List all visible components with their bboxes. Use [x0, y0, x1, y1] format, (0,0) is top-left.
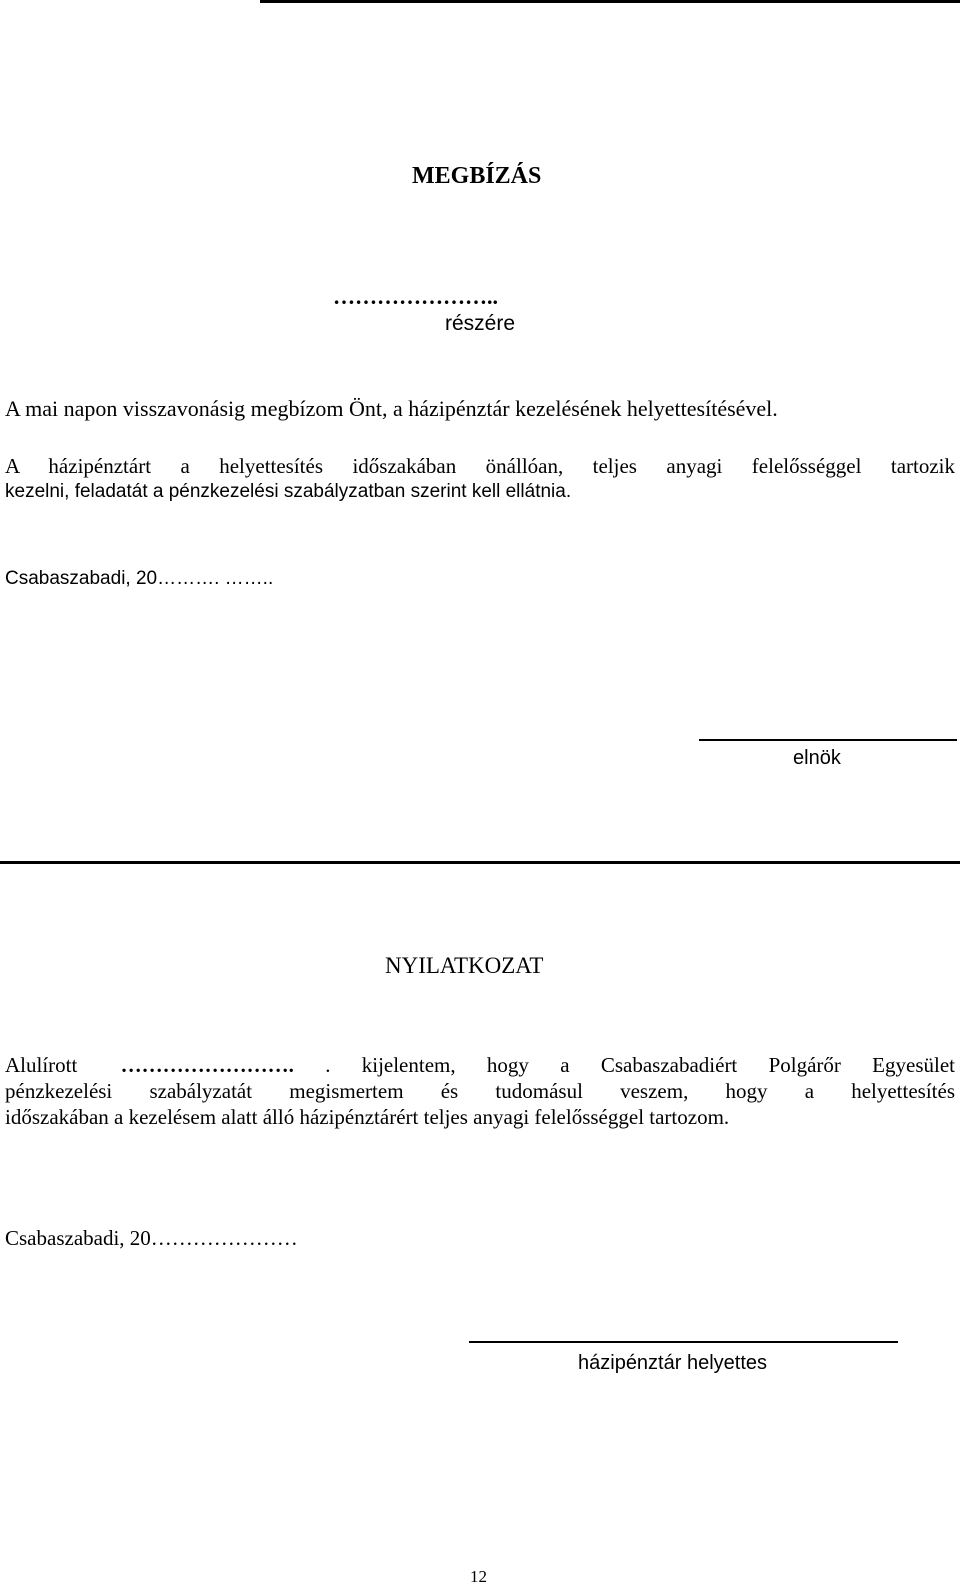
megbizas-title: MEGBÍZÁS: [412, 163, 542, 189]
helyettes-signature-line: [469, 1341, 898, 1343]
name-placeholder: ……………………: [120, 1053, 289, 1077]
recipient-placeholder: …………………..: [333, 284, 498, 309]
nyilatkozat-line-1: Alulírott ……………………. . kijelentem, hogy a Csabaszabadiért Polgárőr Egyesület: [5, 1053, 955, 1077]
page-number: 12: [470, 1567, 487, 1586]
section-divider: [0, 861, 960, 864]
nyilatkozat-paragraph: [5, 1052, 955, 1130]
duty-line-2: kezelni, feladatát a pénzkezelési szabályzatban szerint kell ellátnia.: [5, 481, 572, 502]
intro-text: A mai napon visszavonásig megbízom Önt, a házipénztár kezelésének helyettesítésével.: [5, 396, 778, 421]
duty-paragraph: [5, 453, 955, 505]
recipient-suffix: részére: [445, 312, 516, 335]
elnok-signature-label: elnök: [793, 747, 841, 769]
alulirott-label: Alulírott: [5, 1053, 78, 1077]
nyilatkozat-title: NYILATKOZAT: [385, 953, 544, 978]
top-rule: [260, 0, 960, 3]
nyilatkozat-date: Csabaszabadi, 20…………………: [5, 1226, 298, 1250]
nyilatkozat-line-3: időszakában a kezelésem alatt álló házipénztárért teljes anyagi felelősséggel tartozom.: [5, 1105, 730, 1129]
elnok-signature-line: [699, 739, 957, 741]
nyilatkozat-line-1-rest: . kijelentem, hogy a Csabaszabadiért Polgárőr Egyesület: [325, 1053, 955, 1077]
duty-line-1: A házipénztárt a helyettesítés időszakában önállóan, teljes anyagi felelősséggel tartozik: [5, 454, 955, 478]
helyettes-signature-label: házipénztár helyettes: [578, 1352, 768, 1374]
megbizas-date: Csabaszabadi, 20………. ……..: [5, 568, 274, 589]
nyilatkozat-line-2: pénzkezelési szabályzatát megismertem és tudomásul veszem, hogy a helyettesítés: [5, 1079, 955, 1103]
